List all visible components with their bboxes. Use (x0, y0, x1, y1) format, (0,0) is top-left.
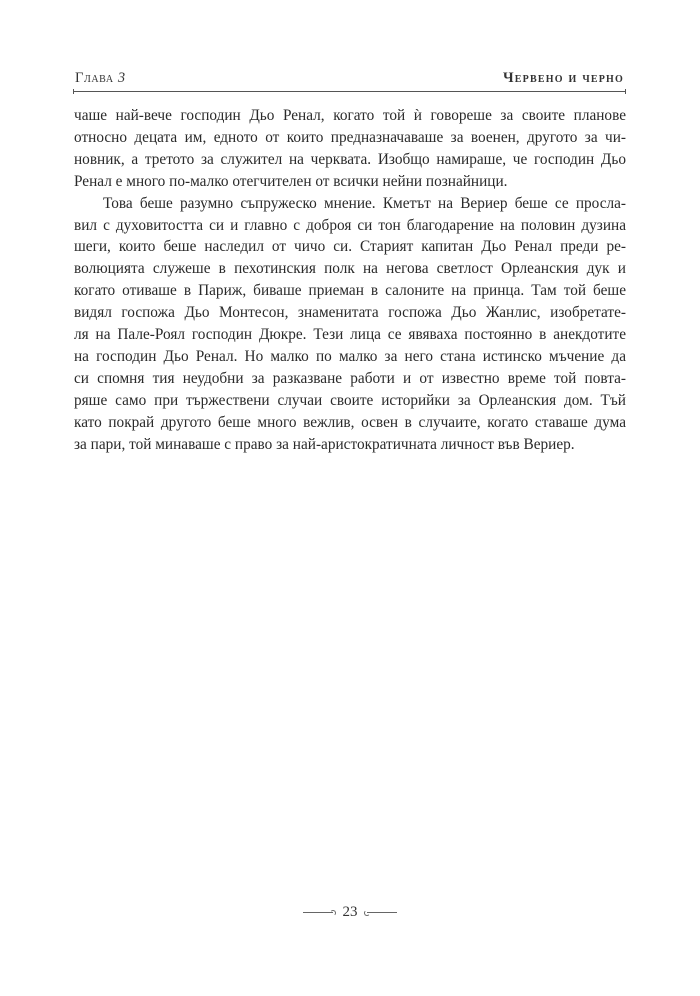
book-title: Червено и черно (502, 70, 624, 86)
text-line: вил с духовитостта си и главно с доброя си тон благодарение на половин дузина (74, 216, 626, 234)
text-line: шеги, които беше наследил от чичо си. Старият капитан Дьо Ренал преди ре- (74, 238, 626, 256)
text-line: като покрай другото беше много вежлив, освен в случаите, когато ставаше дума (74, 413, 626, 431)
text-line: си спомня тия неудобни за разказване работи и от известно време той повта- (74, 369, 626, 387)
chapter-word: Глава (75, 70, 114, 86)
folio-ornament-left (303, 912, 333, 913)
chapter-label (75, 70, 126, 87)
text-line: относно децата им, едното от които предназначаваше за военен, другото за чи- (74, 128, 626, 146)
text-line: новник, а третото за служител на черквата. Изобщо намираше, че господин Дьо (74, 150, 626, 168)
text-line: когато отиваше в Париж, биваше приеман в салоните на принца. Там той беше (74, 282, 626, 300)
page-footer (0, 904, 700, 921)
header-rule (73, 91, 626, 92)
text-line: ля на Пале-Роял господин Дюкре. Тези лица се явяваха постоянно в анекдотите (74, 326, 626, 344)
paragraph-2 (74, 193, 626, 456)
text-line: ряше само при тържествени случаи своите историйки за Орлеанския дом. Тъй (74, 391, 626, 409)
text-line: волюцията служеше в пехотинския полк на негова светлост Орлеанския дук и (74, 260, 626, 278)
body-text (74, 105, 626, 456)
paragraph-1 (74, 105, 626, 193)
text-line: на господин Дьо Ренал. Но малко по малко за него стана истинско мъчение да (74, 347, 626, 365)
text-line: за пари, той минаваше с право за най-аристократичната личност във Вериер. (74, 435, 575, 453)
text-line: видял госпожа Дьо Монтесон, знаменитата госпожа Дьо Жанлис, изобретате- (74, 304, 626, 322)
text-line: Това беше разумно съпружеско мнение. Кметът на Вериер беше се просла- (103, 194, 626, 212)
running-head (73, 70, 626, 88)
page-number: 23 (342, 904, 358, 920)
text-line: чаше най-вече господин Дьо Ренал, когато той ѝ говореше за своите планове (74, 107, 626, 124)
folio-ornament-right (367, 912, 397, 913)
text-line: Ренал е много по-малко отегчителен от всички нейни познайници. (74, 172, 508, 190)
chapter-number: 3 (117, 70, 126, 86)
